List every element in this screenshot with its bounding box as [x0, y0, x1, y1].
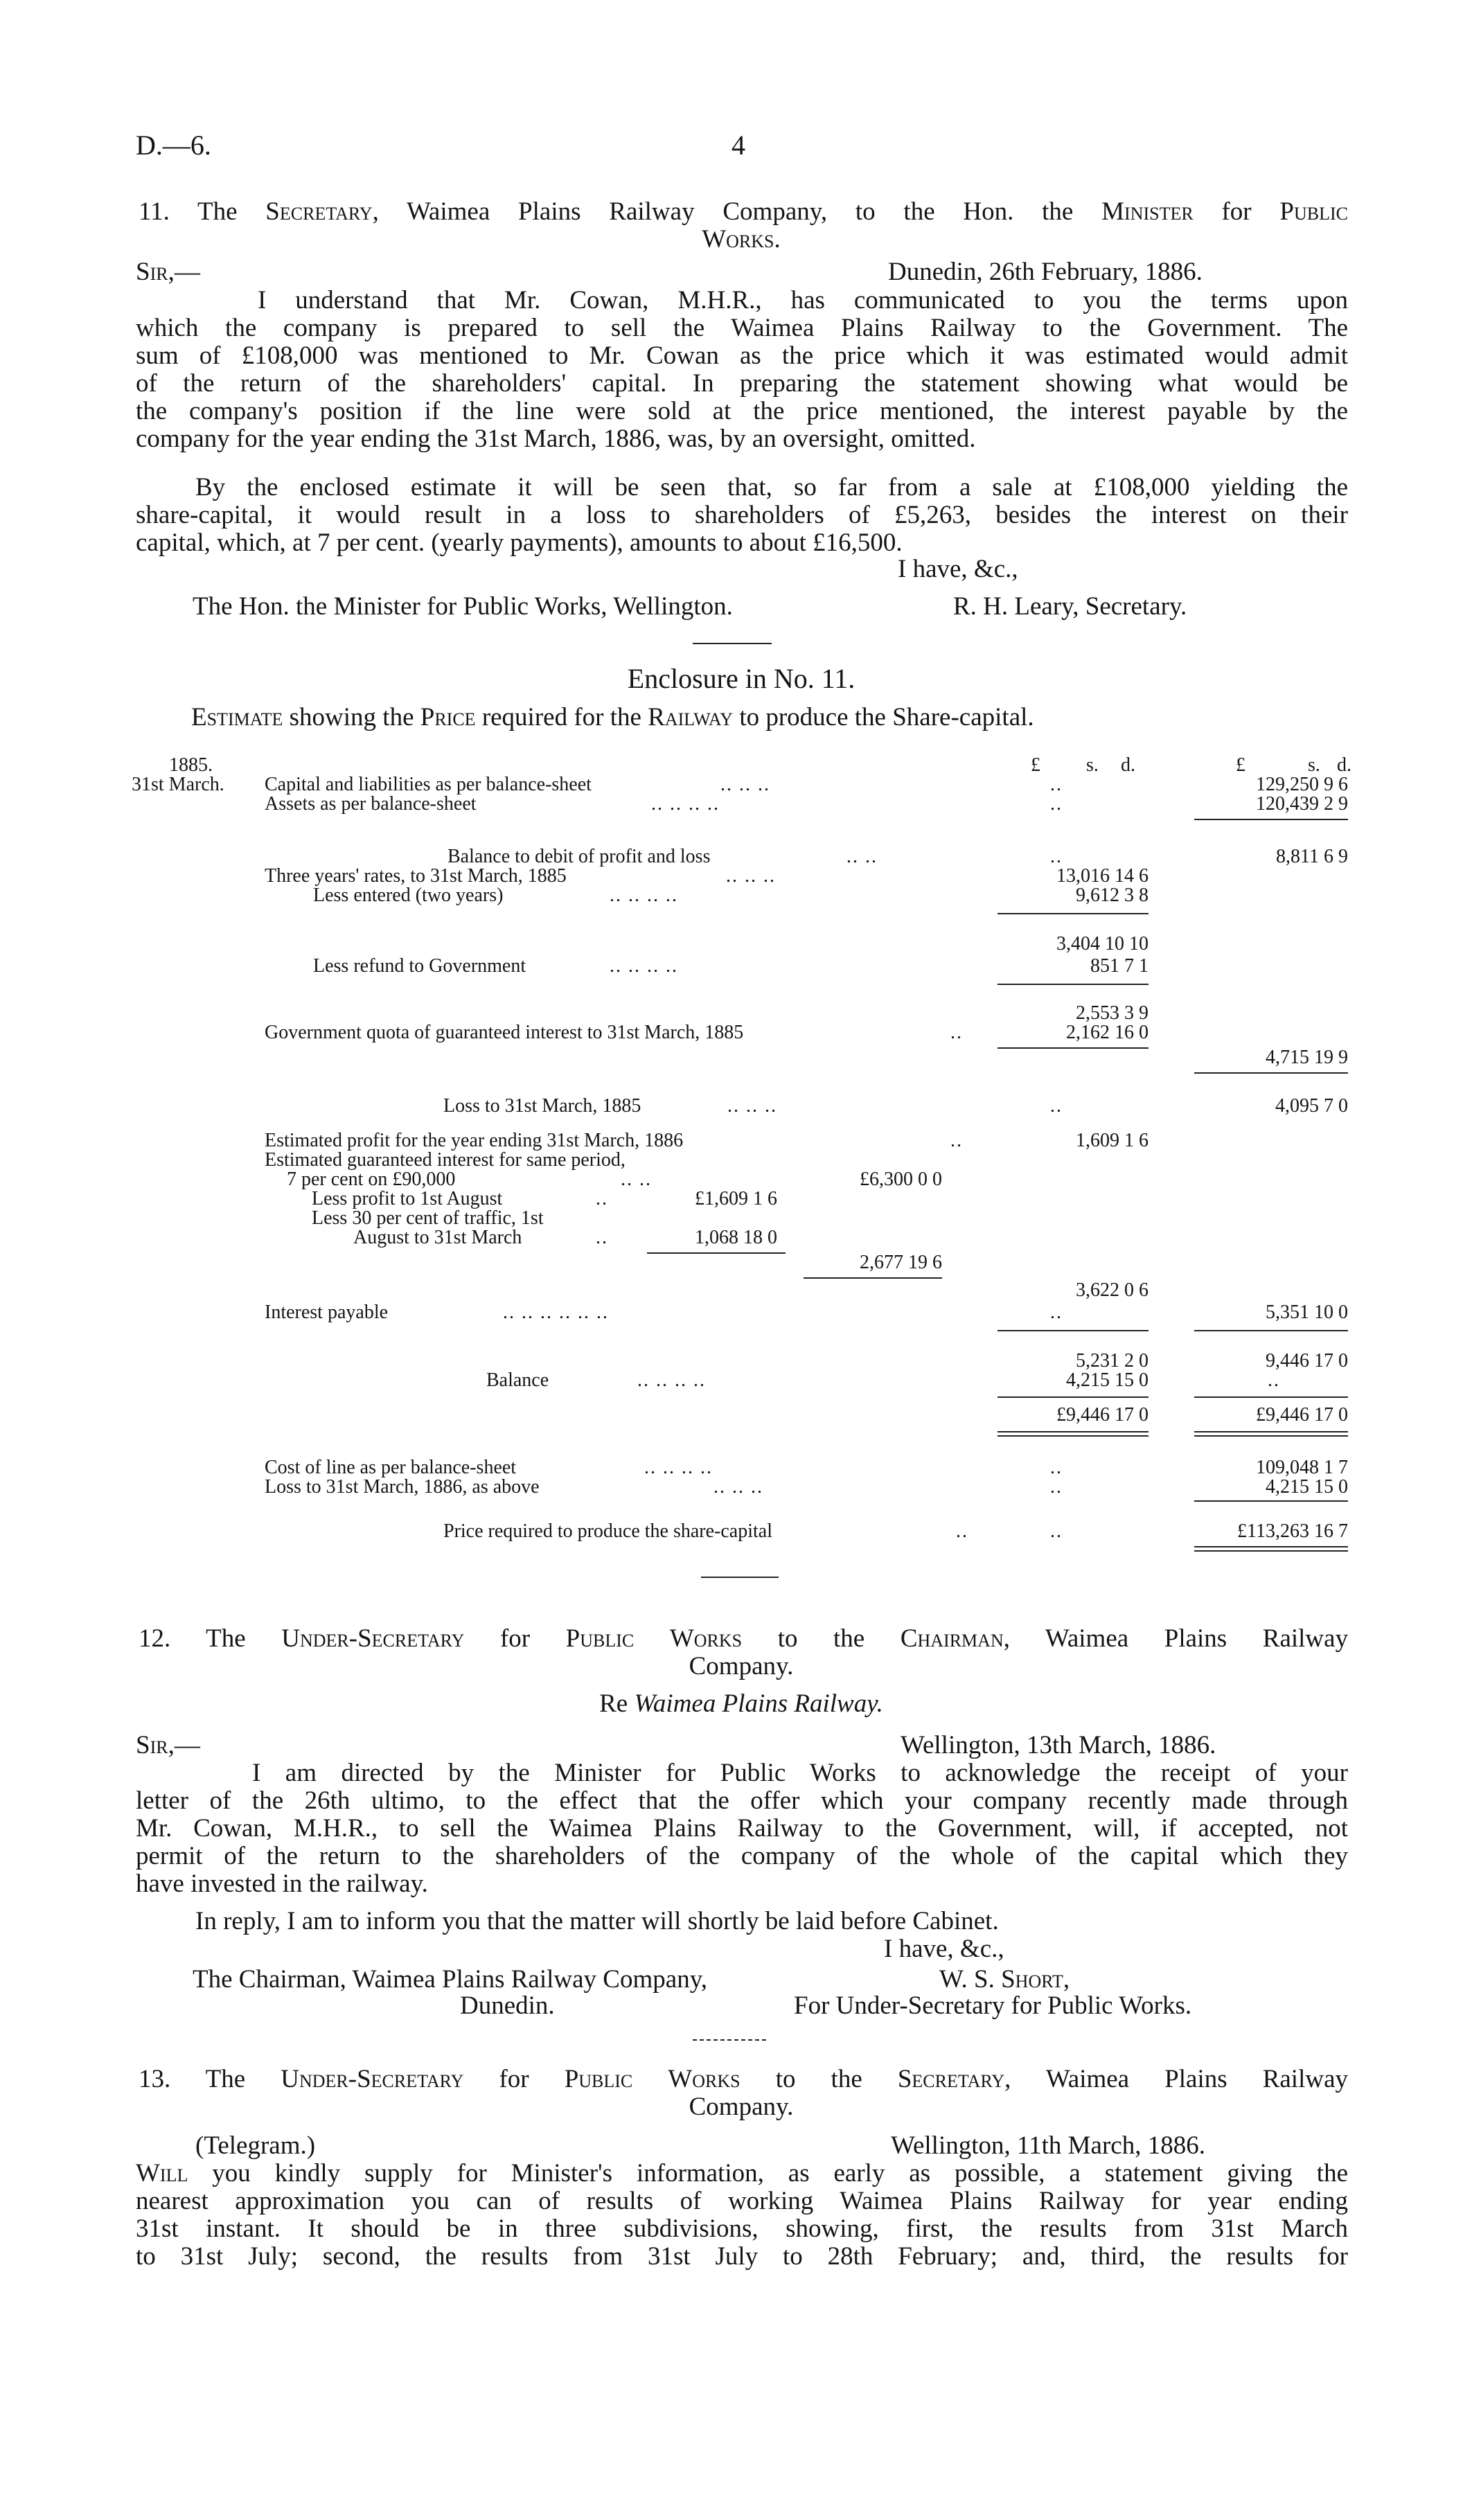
letter-13-telegram: (Telegram.): [195, 2131, 316, 2160]
right-value: 4,215 15 0: [1266, 1476, 1348, 1498]
leader-dots: ..: [956, 1520, 968, 1542]
sum-rule: [997, 1396, 1149, 1398]
table-row-label: Balance to debit of profit and loss: [447, 846, 711, 867]
sum-rule: [997, 913, 1149, 914]
leader-dots: ..: [1050, 793, 1063, 815]
right-value: 8,811 6 9: [1276, 846, 1348, 867]
mid-value: 3,622 0 6: [1076, 1279, 1149, 1301]
double-rule: [1194, 1431, 1348, 1437]
leader-dots: .. .. ..: [726, 865, 776, 887]
letter-12-signatory-title: For Under-Secretary for Public Works.: [794, 1991, 1192, 2020]
sum-rule: [997, 1047, 1149, 1049]
leader-dots: ..: [1050, 846, 1063, 867]
letter-13-heading: 13. The Under-Secretary for Public Works to the Secretary, Waimea Plains Railway: [139, 2065, 1349, 2093]
sum-rule: [1194, 1500, 1348, 1502]
table-date: 31st March.: [132, 774, 224, 795]
leader-dots: ..: [1050, 1302, 1063, 1323]
leader-dots: .. .. .. ..: [637, 1369, 706, 1391]
letter-11-line: sum of £108,000 was mentioned to Mr. Cowan as the price which it was estimated would admit: [136, 341, 1348, 370]
table-row-label: Loss to 31st March, 1886, as above: [265, 1476, 540, 1498]
separator-rule: [701, 1577, 779, 1578]
heading-public: Public: [1279, 197, 1348, 226]
table-row-label: Government quota of guaranteed interest to 31st March, 1885: [265, 1022, 744, 1043]
table-row-label: Estimated guaranteed interest for same period,: [265, 1149, 626, 1171]
table-row-label: Price required to produce the share-capital: [443, 1520, 773, 1542]
letter-11-line: of the return of the shareholders' capital. In preparing the statement showing what would be: [136, 369, 1348, 398]
leader-dots: ..: [1268, 1369, 1280, 1391]
col-header-d-right: d.: [1337, 754, 1351, 776]
table-row-label: Assets as per balance-sheet: [265, 793, 477, 815]
leader-dots: ..: [1050, 1457, 1063, 1478]
letter-12-subject: Re Waimea Plains Railway.: [599, 1689, 883, 1718]
letter-12-closing: I have, &c.,: [884, 1935, 1004, 1963]
leader-dots: ..: [950, 1022, 963, 1043]
leader-dots: .. .. .. ..: [651, 793, 720, 815]
letter-11-heading: [139, 198, 1348, 226]
heading-num: 11. The: [139, 197, 238, 226]
right-total: £9,446 17 0: [1256, 1404, 1348, 1426]
double-rule: [1194, 1546, 1348, 1552]
letter-12-salutation: Sir,—: [136, 1731, 200, 1759]
sum-rule: [1194, 1396, 1348, 1398]
letter-12-heading-line2: Company.: [689, 1652, 794, 1680]
leader-dots: ..: [596, 1227, 608, 1248]
letter-13-line: nearest approximation you can of results of working Waimea Plains Railway for year ending: [136, 2187, 1348, 2215]
letter-11-signatory: R. H. Leary, Secretary.: [953, 592, 1187, 621]
sum-rule: [1194, 1330, 1348, 1331]
letter-12-line: Mr. Cowan, M.H.R., to sell the Waimea Plains Railway to the Government, will, if accepted, not: [136, 1814, 1348, 1843]
letter-12-line: permit of the return to the shareholders of the company of the whole of the capital which they: [136, 1842, 1348, 1870]
letter-12-line: letter of the 26th ultimo, to the effect that the offer which your company recently made through: [136, 1786, 1348, 1815]
estimate-heading: Estimate showing the Price required for the Railway to produce the Share-capital.: [191, 703, 1034, 731]
sum-rule: [1194, 819, 1348, 820]
letter-11-line: company for the year ending the 31st March, 1886, was, by an oversight, omitted.: [136, 425, 976, 453]
leader-dots: .. .. ..: [720, 774, 770, 795]
right-total: £113,263 16 7: [1237, 1520, 1348, 1542]
letter-11-addressee: The Hon. the Minister for Public Works, Wellington.: [193, 592, 733, 621]
col-header-s-mid: s.: [1086, 754, 1099, 776]
right-value: 9,446 17 0: [1266, 1350, 1348, 1372]
table-row-label: Balance: [486, 1369, 549, 1391]
heading-mid: Waimea Plains Railway Company, to the Hon. the: [406, 197, 1074, 226]
letter-13-line: to 31st July; second, the results from 31st July to 28th February; and, third, the results for: [136, 2242, 1348, 2271]
letter-12-line: have invested in the railway.: [136, 1870, 428, 1898]
table-row-label: Less entered (two years): [313, 885, 504, 906]
table-row-label: Three years' rates, to 31st March, 1885: [265, 865, 567, 887]
right-value: 120,439 2 9: [1256, 793, 1348, 815]
double-rule: [997, 1431, 1149, 1437]
letter-11-place-date: Dunedin, 26th February, 1886.: [888, 258, 1203, 286]
letter-11-line: capital, which, at 7 per cent. (yearly payments), amounts to about £16,500.: [136, 529, 903, 557]
mid-value: 5,231 2 0: [1076, 1350, 1149, 1372]
table-row-label: Less profit to 1st August: [312, 1188, 503, 1209]
letter-13-line: Will you kindly supply for Minister's information, as early as possible, a statement giving the: [136, 2159, 1349, 2188]
separator-rule: [693, 643, 772, 644]
leader-dots: ..: [1050, 774, 1063, 795]
sub-value: 2,677 19 6: [860, 1252, 942, 1273]
col-header-s-right: s.: [1308, 754, 1320, 776]
mid-value: 2,553 3 9: [1076, 1002, 1149, 1024]
leader-dots: .. ..: [621, 1169, 652, 1190]
heading-minister: Minister: [1101, 197, 1194, 226]
leader-dots: ..: [1050, 1476, 1063, 1498]
col-header-pound-mid: £: [1031, 754, 1040, 776]
heading-secretary: Secretary,: [265, 197, 379, 226]
letter-13-heading-line2: Company.: [689, 2093, 794, 2121]
table-row-label: August to 31st March: [353, 1227, 522, 1248]
letter-12-heading: 12. The Under-Secretary for Public Works to the Chairman, Waimea Plains Railway: [139, 1624, 1349, 1653]
right-value: 109,048 1 7: [1256, 1457, 1348, 1478]
leader-dots: .. .. .. .. .. ..: [503, 1302, 609, 1323]
mid-value: 851 7 1: [1090, 955, 1149, 977]
table-row-label: Less refund to Government: [313, 955, 526, 977]
letter-12-addressee: The Chairman, Waimea Plains Railway Company,: [193, 1965, 708, 1994]
sum-rule: [1194, 1072, 1348, 1074]
letter-12-line: I am directed by the Minister for Public Works to acknowledge the receipt of your: [252, 1759, 1348, 1787]
sub-value: £6,300 0 0: [860, 1169, 942, 1190]
mid-value: 2,162 16 0: [1066, 1022, 1149, 1043]
table-row-label: Less 30 per cent of traffic, 1st: [312, 1207, 544, 1229]
right-value: 4,715 19 9: [1266, 1047, 1348, 1068]
leader-dots: .. .. ..: [727, 1095, 777, 1117]
right-value: 4,095 7 0: [1275, 1095, 1348, 1117]
mid-value: 13,016 14 6: [1056, 865, 1149, 887]
sum-rule: [647, 1252, 786, 1254]
letter-11-line: I understand that Mr. Cowan, M.H.R., has communicated to you the terms upon: [258, 286, 1348, 314]
letter-11-line: which the company is prepared to sell the Waimea Plains Railway to the Government. The: [136, 314, 1348, 342]
mid-value: 9,612 3 8: [1076, 885, 1149, 906]
table-row-label: Cost of line as per balance-sheet: [265, 1457, 517, 1478]
page-number: 4: [731, 130, 745, 161]
mid-total: £9,446 17 0: [1056, 1404, 1149, 1426]
table-row-label: Capital and liabilities as per balance-sheet: [265, 774, 592, 795]
table-row-label: Estimated profit for the year ending 31st March, 1886: [265, 1130, 684, 1151]
heading-for: for: [1221, 197, 1252, 226]
letter-11-line: By the enclosed estimate it will be seen that, so far from a sale at £108,000 yielding the: [195, 473, 1348, 502]
letter-11-line: share-capital, it would result in a loss to shareholders of £5,263, besides the interest on their: [136, 501, 1348, 529]
letter-11-line: the company's position if the line were sold at the price mentioned, the interest payable by the: [136, 397, 1348, 425]
letter-12-place-date: Wellington, 13th March, 1886.: [901, 1731, 1216, 1759]
page-reference: D.—6.: [136, 130, 211, 161]
leader-dots: .. .. .. ..: [644, 1457, 713, 1478]
letter-11-closing: I have, &c.,: [898, 555, 1018, 583]
table-row-label: 7 per cent on £90,000: [287, 1169, 456, 1190]
mid-value: 4,215 15 0: [1066, 1369, 1149, 1391]
mid-value: 1,609 1 6: [1076, 1130, 1149, 1151]
leader-dots: ..: [596, 1188, 608, 1209]
leader-dots: ..: [1050, 1520, 1063, 1542]
leader-dots: .. .. .. ..: [610, 885, 678, 906]
table-row-label: Interest payable: [265, 1302, 389, 1323]
right-value: 129,250 9 6: [1256, 774, 1348, 795]
leader-dots: ..: [1050, 1095, 1063, 1117]
letter-12-line: In reply, I am to inform you that the matter will shortly be laid before Cabinet.: [195, 1907, 999, 1935]
leader-dots: ..: [950, 1130, 963, 1151]
col-header-pound-right: £: [1236, 754, 1245, 776]
letter-12-signatory: W. S. Short,: [939, 1965, 1070, 1994]
sum-rule: [804, 1277, 942, 1279]
mid-value: 3,404 10 10: [1056, 933, 1149, 955]
letter-12-addressee-city: Dunedin.: [460, 1991, 555, 2020]
sum-rule: [997, 984, 1149, 985]
enclosure-title: Enclosure in No. 11.: [627, 663, 855, 694]
leader-dots: .. .. ..: [713, 1476, 763, 1498]
sub-value: 1,068 18 0: [695, 1227, 777, 1248]
sum-rule: [997, 1330, 1149, 1331]
letter-13-place-date: Wellington, 11th March, 1886.: [891, 2131, 1205, 2160]
table-year: 1885.: [169, 754, 213, 776]
right-value: 5,351 10 0: [1266, 1302, 1348, 1323]
letter-11-heading-works: Works.: [702, 225, 781, 254]
leader-dots: .. .. .. ..: [610, 955, 678, 977]
separator-rule: [693, 2039, 766, 2041]
letter-11-salutation: Sir,—: [136, 258, 200, 286]
table-row-label: Loss to 31st March, 1885: [443, 1095, 641, 1117]
leader-dots: .. ..: [846, 846, 878, 867]
col-header-d-mid: d.: [1121, 754, 1135, 776]
letter-13-line: 31st instant. It should be in three subdivisions, showing, first, the results from 31st March: [136, 2215, 1348, 2243]
sub-value: £1,609 1 6: [695, 1188, 777, 1209]
